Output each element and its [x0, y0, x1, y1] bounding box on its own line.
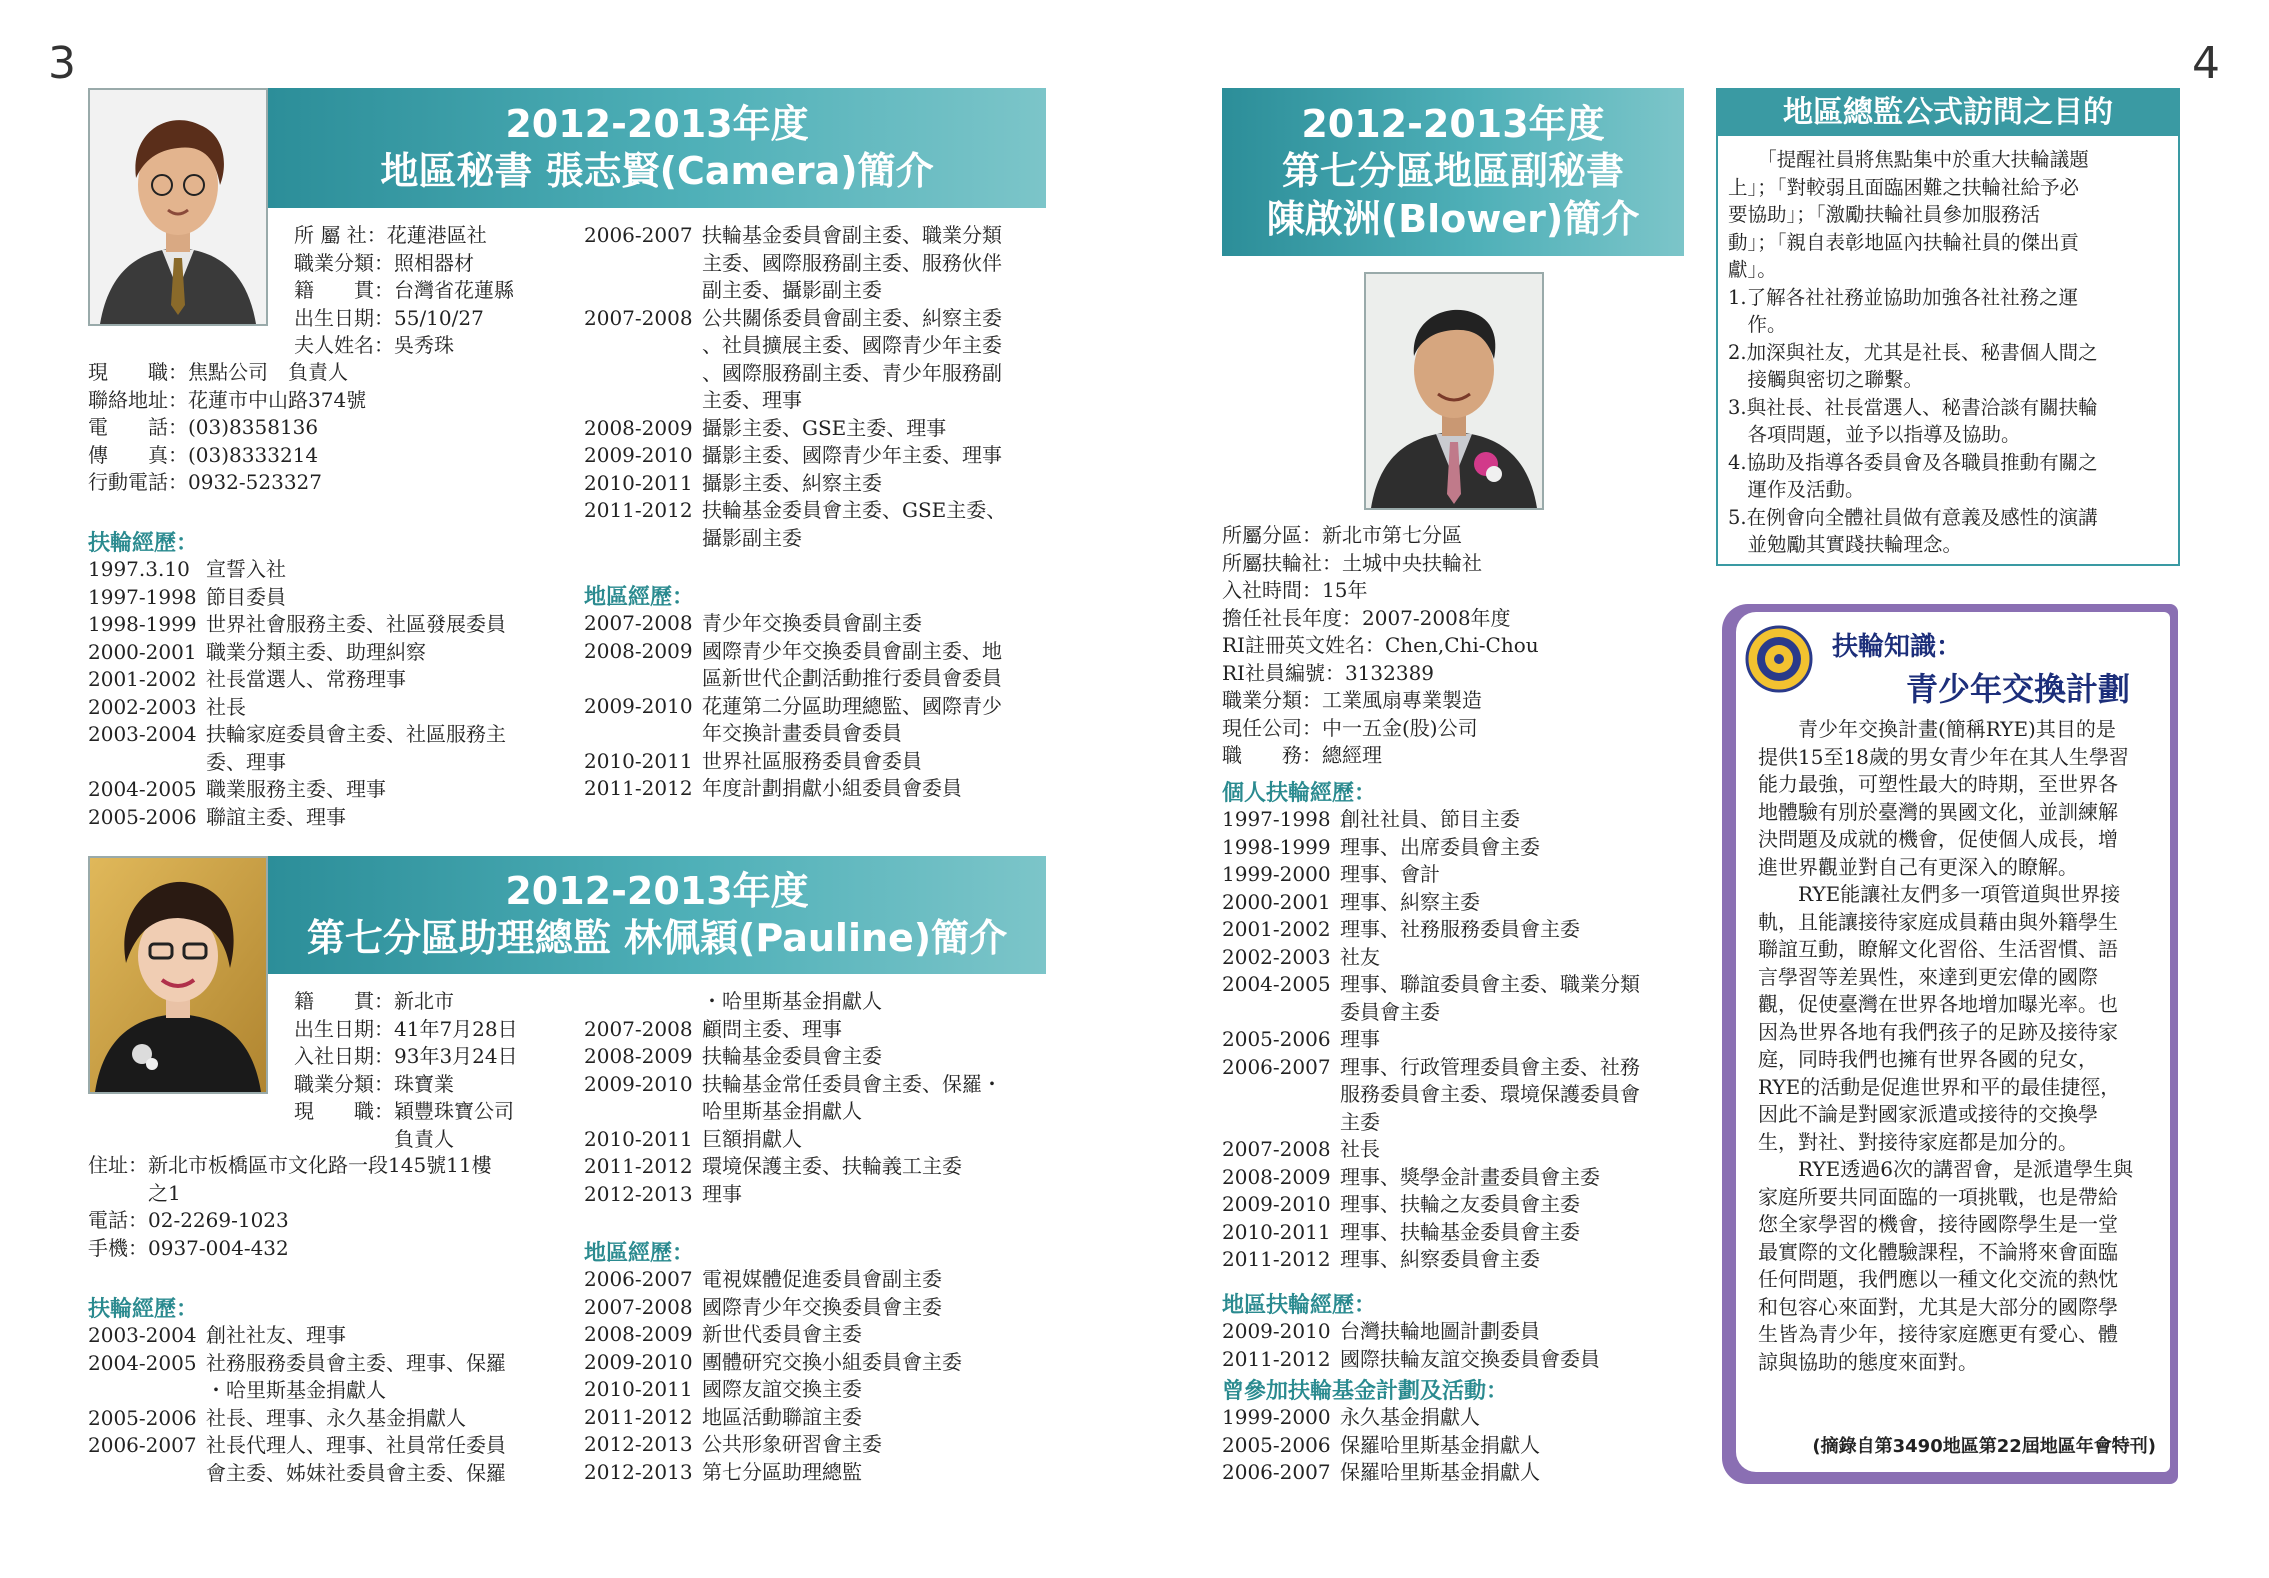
history-row: 委、理事	[206, 749, 286, 774]
info-line: 職業分類：工業風扇專業製造	[1222, 688, 1482, 712]
history-row: 攝影副主委	[702, 525, 802, 550]
info-line: RI註冊英文姓名：Chen,Chi-Chou	[1222, 633, 1539, 657]
text-line: 青少年交換計畫(簡稱RYE)其目的是	[1758, 717, 2116, 741]
history-row: 年交換計畫委員會委員	[702, 721, 902, 745]
info-line: 出生日期：41年7月28日	[294, 1016, 518, 1041]
history-row: 2007-2008 青少年交換委員會副主委	[584, 611, 922, 635]
text-line: 並勉勵其實踐扶輪理念。	[1728, 533, 1963, 556]
text-line: 4.協助及指導各委員會及各職員推動有關之	[1728, 450, 2098, 474]
history-row: 會主委、姊妹社委員會主委、保羅	[206, 1460, 506, 1485]
text-line: 提供15至18歲的男女青少年在其人生學習	[1758, 744, 2129, 769]
info-line: 現 職：穎豐珠寶公司	[294, 1099, 514, 1123]
blower-district-list	[1222, 1318, 1600, 1373]
text-line: RYE能讓社友們多一項管道與世界接	[1758, 882, 2121, 906]
info-line: 籍 貫：新北市	[294, 989, 454, 1013]
history-row: 2006-2007 理事、行政管理委員會主委、社務	[1222, 1054, 1640, 1079]
history-row: 2007-2008 社長	[1222, 1137, 1380, 1161]
history-row: 區新世代企劃活動推行委員會委員	[702, 666, 1002, 690]
history-row: 2008-2009 扶輪基金委員會主委	[584, 1044, 882, 1068]
history-row: 2000-2001 職業分類主委、助理糾察	[88, 639, 426, 664]
history-row: 2006-2007 電視媒體促進委員會副主委	[584, 1267, 942, 1291]
pauline-district-heading: 地區經歷：	[584, 1241, 695, 1266]
history-row: 1999-2000 理事、會計	[1222, 862, 1440, 886]
pauline-photo	[88, 856, 268, 1094]
history-row: ・哈里斯基金捐獻人	[206, 1378, 386, 1402]
text-line: 言學習等差異性，來達到更宏偉的國際	[1758, 964, 2098, 989]
camera-rotary-list	[88, 556, 506, 831]
pauline-rotary-list-cont	[584, 988, 1002, 1208]
info-line: 電 話：(03)8358136	[88, 415, 319, 439]
text-line: 庭，同時我們也擁有世界各國的兒女，	[1758, 1047, 2098, 1071]
info-line: 入社時間：15年	[1222, 578, 1368, 602]
text-line: 軌，且能讓接待家庭成員藉由與外籍學生	[1758, 909, 2118, 934]
history-row: 2011-2012 環境保護主委、扶輪義工主委	[584, 1154, 962, 1178]
page-number-left: 3	[48, 38, 76, 89]
blower-banner	[1222, 88, 1684, 256]
visit-purpose-text	[1718, 136, 2178, 559]
history-row: 2006-2007 社長代理人、理事、社員常任委員	[88, 1433, 506, 1457]
info-line: 夫人姓名：吳秀珠	[294, 333, 454, 357]
history-row: 2004-2005 社務服務委員會主委、理事、保羅	[88, 1350, 506, 1375]
history-row: 主委、國際服務副主委、服務伙伴	[702, 250, 1002, 275]
info-line: 現任公司：中一五金(股)公司	[1222, 715, 1478, 740]
camera-photo	[88, 88, 268, 326]
pauline-banner-line1: 2012-2013年度	[505, 868, 809, 913]
info-line: RI社員編號：3132389	[1222, 660, 1435, 685]
text-line: 運作及活動。	[1728, 478, 1865, 501]
history-row: 1997-1998 節目委員	[88, 584, 286, 609]
history-row: 副主委、攝影副主委	[702, 278, 882, 302]
blower-photo	[1364, 272, 1544, 510]
pauline-portrait-icon	[90, 858, 266, 1092]
text-line: 「提醒社員將焦點集中於重大扶輪議題	[1728, 148, 2089, 171]
history-row: 2012-2013 第七分區助理總監	[584, 1459, 862, 1484]
blower-district-heading: 地區扶輪經歷：	[1222, 1293, 1377, 1318]
text-line: RYE透過6次的講習會，是派遣學生與	[1758, 1157, 2133, 1181]
text-line: 決問題及成就的機會，促使個人成長，增	[1758, 827, 2118, 851]
history-row: 1997.3.10 宣誓入社	[88, 557, 286, 581]
blower-fund-heading: 曾參加扶輪基金計劃及活動：	[1222, 1379, 1509, 1404]
info-line: 所屬扶輪社：土城中央扶輪社	[1222, 550, 1482, 575]
text-line: 動」；「親自表彰地區內扶輪社員的傑出貢	[1728, 230, 2080, 254]
history-row: 2010-2011 巨額捐獻人	[584, 1126, 802, 1151]
pauline-district-list	[584, 1266, 962, 1486]
history-row: 2007-2008 公共關係委員會副主委、糾察主委	[584, 305, 1002, 330]
text-line: 和包容心來面對，尤其是大部分的國際學	[1758, 1294, 2118, 1319]
history-row: 服務委員會主委、環境保護委員會	[1340, 1082, 1640, 1106]
text-line: 聯誼互動，瞭解文化習俗、生活習慣、語	[1758, 937, 2118, 961]
blower-fund-list	[1222, 1404, 1540, 1487]
history-row: 2005-2006 理事	[1222, 1027, 1380, 1051]
pauline-rotary-heading: 扶輪經歷：	[88, 1297, 199, 1322]
history-row: 2005-2006 聯誼主委、理事	[88, 804, 346, 829]
history-row: 2001-2002 社長當選人、常務理事	[88, 667, 406, 691]
history-row: 2000-2001 理事、糾察主委	[1222, 889, 1480, 914]
history-row: 主委	[1340, 1109, 1380, 1134]
text-line: 因為世界各地有我們孩子的足跡及接待家	[1758, 1019, 2118, 1044]
page-number-right: 4	[2192, 38, 2220, 89]
camera-district-list	[584, 610, 1002, 803]
text-line: RYE的活動是促進世界和平的最佳捷徑，	[1758, 1074, 2121, 1099]
history-row: 2003-2004 創社社友、理事	[88, 1323, 346, 1347]
history-row: 2002-2003 社友	[1222, 944, 1380, 969]
text-line: 生皆為青少年，接待家庭應更有愛心、體	[1758, 1322, 2118, 1346]
history-row: 2011-2012 年度計劃捐獻小組委員會委員	[584, 776, 962, 800]
history-row: 2011-2012 地區活動聯誼主委	[584, 1404, 862, 1429]
text-line: 各項問題，並予以指導及協助。	[1728, 423, 2021, 446]
history-row: 2010-2011 世界社區服務委員會委員	[584, 748, 922, 773]
history-row: 1997-1998 創社社員、節目主委	[1222, 807, 1520, 831]
info-line: 職業分類：照相器材	[294, 250, 474, 275]
history-row: 2012-2013 理事	[584, 1181, 742, 1206]
info-line: 聯絡地址：花蓮市中山路374號	[88, 387, 367, 412]
camera-info-full	[88, 359, 366, 497]
visit-purpose-title: 地區總監公式訪問之目的	[1718, 90, 2178, 136]
text-line: 生，對社、對接待家庭都是加分的。	[1758, 1129, 2078, 1154]
history-row: ・哈里斯基金捐獻人	[702, 989, 882, 1013]
history-row: 2010-2011 攝影主委、糾察主委	[584, 470, 882, 495]
pauline-banner	[268, 856, 1046, 974]
blower-info	[1222, 522, 1539, 770]
info-line: 職 務：總經理	[1222, 743, 1382, 767]
history-row: 2011-2012 理事、糾察委員會主委	[1222, 1247, 1540, 1271]
history-row: 2006-2007 扶輪基金委員會副主委、職業分類	[584, 223, 1002, 247]
rotary-wheel-icon	[1744, 624, 1814, 694]
history-row: 、社員擴展主委、國際青少年主委	[702, 333, 1002, 357]
history-row: 2002-2003 社長	[88, 694, 246, 719]
text-line: 獻」。	[1728, 258, 1777, 281]
history-row: 2005-2006 社長、理事、永久基金捐獻人	[88, 1405, 466, 1430]
knowledge-source: (摘錄自第3490地區第22屆地區年會特刊)	[1812, 1436, 2156, 1457]
blower-banner-line1: 2012-2013年度	[1301, 101, 1605, 146]
pauline-banner-line2: 第七分區助理總監 林佩穎(Pauline)簡介	[306, 916, 1008, 960]
blower-personal-list	[1222, 806, 1640, 1274]
history-row: 2008-2009 新世代委員會主委	[584, 1322, 862, 1346]
camera-banner-line1: 2012-2013年度	[505, 101, 809, 146]
history-row: 2007-2008 顧問主委、理事	[584, 1016, 842, 1041]
blower-personal-heading: 個人扶輪經歷：	[1222, 781, 1377, 806]
history-row: 2003-2004 扶輪家庭委員會主委、社區服務主	[88, 722, 506, 746]
camera-info-indent	[294, 222, 514, 360]
camera-portrait-icon	[90, 90, 266, 324]
info-line: 所屬分區：新北市第七分區	[1222, 523, 1462, 547]
info-line: 行動電話：0932-523327	[88, 470, 323, 494]
info-line: 籍 貫：台灣省花蓮縣	[294, 278, 514, 302]
camera-rotary-list-cont	[584, 222, 1006, 552]
text-line: 最實際的文化體驗課程，不論將來會面臨	[1758, 1239, 2118, 1264]
text-line: 任何問題，我們應以一種文化交流的熱忱	[1758, 1267, 2118, 1291]
history-row: 1998-1999 世界社會服務主委、社區發展委員	[88, 612, 506, 636]
history-row: 2004-2005 理事、聯誼委員會主委、職業分類	[1222, 972, 1640, 996]
pauline-rotary-list	[88, 1322, 506, 1487]
info-line: 擔任社長年度：2007-2008年度	[1222, 605, 1511, 630]
history-row: 2008-2009 理事、獎學金計畫委員會主委	[1222, 1164, 1600, 1189]
history-row: 2012-2013 公共形象研習會主委	[584, 1432, 882, 1456]
history-row: 2009-2010 扶輪基金常任委員會主委、保羅・	[584, 1071, 1002, 1096]
history-row: 2010-2011 理事、扶輪基金委員會主委	[1222, 1219, 1580, 1244]
text-line: 地體驗有別於臺灣的異國文化，並訓練解	[1758, 799, 2118, 824]
history-row: 、國際服務副主委、青少年服務副	[702, 360, 1002, 385]
info-line: 之1	[88, 1180, 181, 1205]
text-line: 2.加深與社友，尤其是社長、秘書個人間之	[1728, 340, 2098, 364]
history-row: 2008-2009 攝影主委、GSE主委、理事	[584, 415, 947, 440]
info-line: 手機：0937-004-432	[88, 1235, 289, 1260]
blower-portrait-icon	[1366, 274, 1542, 508]
history-row: 2009-2010 台灣扶輪地圖計劃委員	[1222, 1319, 1540, 1343]
info-line: 現 職：焦點公司 負責人	[88, 360, 348, 384]
history-row: 主委、理事	[702, 388, 802, 412]
blower-banner-line2: 第七分區地區副秘書	[1281, 149, 1624, 194]
text-line: 進世界觀並對自己有更深入的瞭解。	[1758, 854, 2078, 879]
text-line: 要協助」；「激勵扶輪社員參加服務活	[1728, 203, 2041, 226]
info-line: 入社日期：93年3月24日	[294, 1044, 518, 1068]
history-row: 2004-2005 職業服務主委、理事	[88, 777, 386, 801]
info-line: 住址：新北市板橋區市文化路一段145號11樓	[88, 1153, 492, 1177]
history-row: 2009-2010 花蓮第二分區助理總監、國際青少	[584, 693, 1002, 718]
text-line: 接觸與密切之聯繫。	[1728, 368, 1924, 391]
text-line: 1.了解各社社務並協助加強各社社務之運	[1728, 285, 2079, 309]
history-row: 2009-2010 攝影主委、國際青少年主委、理事	[584, 443, 1002, 467]
knowledge-text	[1758, 716, 2133, 1376]
text-line: 觀，促使臺灣在世界各地增加曝光率。也	[1758, 992, 2118, 1016]
text-line: 家庭所要共同面臨的一項挑戰，也是帶給	[1758, 1184, 2118, 1209]
history-row: 2011-2012 扶輪基金委員會主委、GSE主委、	[584, 498, 1007, 522]
history-row: 1999-2000 永久基金捐獻人	[1222, 1405, 1480, 1429]
info-line: 傳 真：(03)8333214	[88, 442, 319, 467]
info-line: 負責人	[294, 1126, 454, 1151]
info-line: 電話：02-2269-1023	[88, 1208, 289, 1232]
history-row: 委員會主委	[1340, 999, 1440, 1024]
info-line: 出生日期：55/10/27	[294, 305, 484, 330]
history-row: 2009-2010 理事、扶輪之友委員會主委	[1222, 1192, 1580, 1216]
info-line: 所 屬 社：花蓮港區社	[294, 223, 487, 247]
history-row: 2010-2011 國際友誼交換主委	[584, 1377, 862, 1401]
history-row: 哈里斯基金捐獻人	[702, 1099, 862, 1123]
camera-banner-line2: 地區秘書 張志賢(Camera)簡介	[380, 149, 934, 193]
text-line: 諒與協助的態度來面對。	[1758, 1349, 1978, 1374]
history-row: 2001-2002 理事、社務服務委員會主委	[1222, 917, 1580, 941]
text-line: 5.在例會向全體社員做有意義及感性的演講	[1728, 505, 2098, 529]
history-row: 2009-2010 團體研究交換小組委員會主委	[584, 1349, 962, 1374]
text-line: 因此不論是對國家派遣或接待的交換學	[1758, 1102, 2098, 1126]
history-row: 2005-2006 保羅哈里斯基金捐獻人	[1222, 1432, 1540, 1457]
history-row: 2006-2007 保羅哈里斯基金捐獻人	[1222, 1460, 1540, 1484]
text-line: 上」；「對較弱且面臨困難之扶輪社給予必	[1728, 175, 2080, 199]
history-row: 2007-2008 國際青少年交換委員會主委	[584, 1294, 942, 1319]
camera-district-heading: 地區經歷：	[584, 585, 695, 610]
text-line: 您全家學習的機會，接待國際學生是一堂	[1758, 1212, 2118, 1236]
text-line: 能力最強，可塑性最大的時期，至世界各	[1758, 772, 2118, 796]
history-row: 2008-2009 國際青少年交換委員會副主委、地	[584, 638, 1002, 663]
camera-banner	[268, 88, 1046, 208]
knowledge-title: 青少年交換計劃	[1906, 670, 2131, 708]
text-line: 3.與社長、社長當選人、秘書洽談有關扶輪	[1728, 395, 2098, 419]
info-line: 職業分類：珠寶業	[294, 1071, 454, 1096]
visit-purpose-box	[1716, 88, 2180, 566]
camera-rotary-heading: 扶輪經歷：	[88, 531, 199, 556]
history-row: 1998-1999 理事、出席委員會主委	[1222, 834, 1540, 859]
pauline-info-indent	[294, 988, 518, 1153]
text-line: 作。	[1728, 313, 1787, 336]
pauline-info-full	[88, 1152, 492, 1262]
history-row: 2011-2012 國際扶輪友誼交換委員會委員	[1222, 1346, 1600, 1371]
knowledge-label: 扶輪知識：	[1832, 632, 1963, 662]
knowledge-box	[1736, 612, 2170, 1472]
blower-banner-line3: 陳啟洲(Blower)簡介	[1266, 196, 1640, 241]
